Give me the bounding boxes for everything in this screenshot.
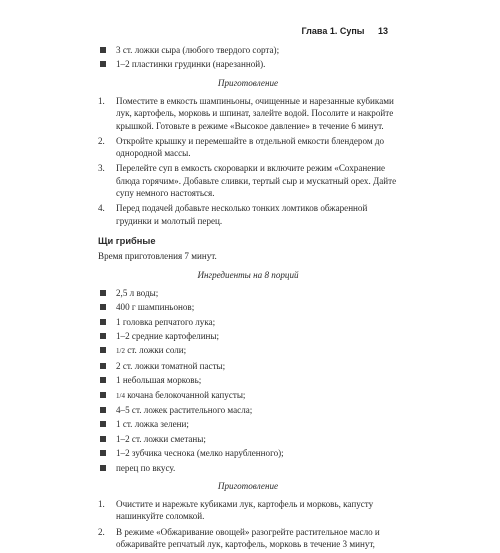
fraction: 1/4 [116,391,125,400]
bullet-square-icon [100,61,106,67]
bullet-square-icon [100,421,106,427]
bullet-square-icon [100,363,106,369]
step-item: 2. Откройте крышку и перемешайте в отдельной емкости блендером до однородной массы. [98,135,385,159]
list-item: 1–2 ст. ложки сметаны; [98,433,398,445]
page-content [98,44,398,553]
preparation-heading: Приготовление [217,77,279,88]
preparation-heading: Приготовление [217,480,279,491]
preparation-steps [98,95,398,227]
fraction: 1/2 [116,347,125,356]
bullet-square-icon [100,347,106,353]
step-item: 3. Перелейте суп в емкость скороварки и включите режим «Сохранение блюда горячим». Добавьте сливки, тертый сыр и мускатный орех. Дайте супу немного настояться. [98,163,397,199]
bullet-square-icon [100,377,106,383]
list-item: 3 ст. ложки сыра (любого твердого сорта); [98,44,398,56]
list-item: 1–2 зубчика чеснока (мелко нарубленного); [98,447,398,459]
list-item: 2,5 л воды; [98,287,398,299]
bullet-square-icon [100,304,106,310]
list-item: 1–2 средние картофелины; [98,330,398,342]
list-item: 400 г шампиньонов; [98,301,398,313]
preparation-steps [98,498,398,550]
list-item: 1/2 ст. ложки соли; [98,344,398,357]
ingredients-heading: Ингредиенты на 8 порций [197,269,299,280]
bullet-square-icon [100,436,106,442]
bullet-square-icon [100,319,106,325]
ingredient-list [98,287,398,474]
recipe-title: Щи грибные [98,235,156,246]
page-number: 13 [377,26,388,36]
step-item: 4. Перед подачей добавьте несколько тонких ломтиков обжаренной грудинки и молотый перец. [98,203,368,226]
list-item: 1 ст. ложка зелени; [98,418,398,430]
list-item: 1/4 кочана белокочанной капусты; [98,389,398,402]
bullet-square-icon [100,333,106,339]
list-item: перец по вкусу. [98,462,398,474]
bullet-square-icon [100,47,106,53]
bullet-square-icon [100,392,106,398]
step-item: 1. Очистите и нарежьте кубиками лук, картофель и морковь, капусту нашинкуйте соломкой. [98,499,374,522]
cooking-time: Время приготовления 7 минут. [98,251,217,262]
list-item: 2 ст. ложки томатной пасты; [98,360,398,372]
list-item: 1–2 пластинки грудинки (нарезанной). [98,58,398,70]
list-item: 1 головка репчатого лука; [98,316,398,328]
running-header [302,26,388,36]
bullet-square-icon [100,450,106,456]
list-item: 4–5 ст. ложек растительного масла; [98,404,398,416]
step-item: 2. В режиме «Обжаривание овощей» разогрейте растительное масло и обжаривайте репчатый лук, картофель, морковь в течение 3 минут, [98,526,380,550]
step-item: 1. Поместите в емкость шампиньоны, очищенные и нарезанные кубиками лук, картофель, морковь и шпинат, залейте водой. Посолите и накройте крышкой. Готовьте в режиме «Высокое давление» в течение 6 минут. [98,95,394,131]
bullet-square-icon [100,290,106,296]
chapter-title: Глава 1. Супы [301,26,365,36]
top-ingredient-list [98,44,398,71]
bullet-square-icon [100,407,106,413]
bullet-square-icon [100,465,106,471]
list-item: 1 небольшая морковь; [98,374,398,386]
